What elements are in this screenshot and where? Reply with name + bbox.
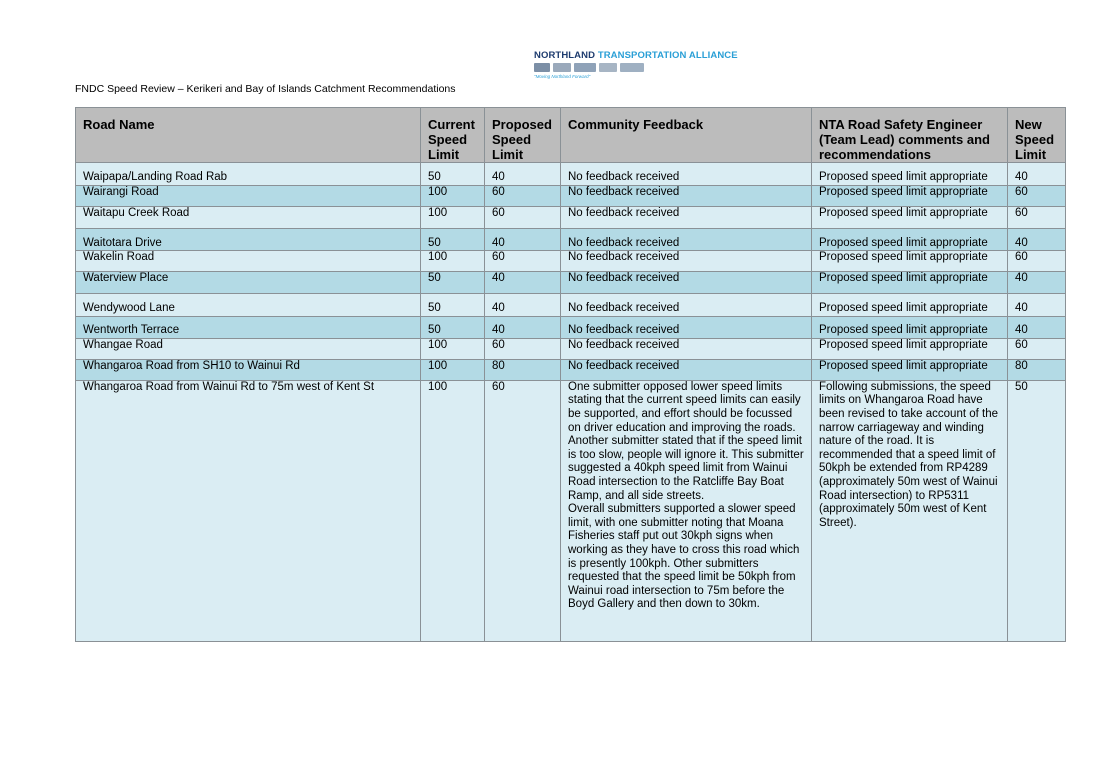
cell-current-speed: 100 [421,206,485,228]
cell-community-feedback: No feedback received [561,316,812,338]
table-row [76,294,1066,317]
table-row [76,206,1066,228]
header-proposed-speed: Proposed Speed Limit [485,108,561,163]
cell-new-speed: 60 [1008,338,1066,359]
cell-current-speed: 50 [421,316,485,338]
cell-nta-comments: Proposed speed limit appropriate [812,294,1008,317]
cell-proposed-speed: 60 [485,185,561,206]
cell-community-feedback: No feedback received [561,163,812,186]
cell-nta-comments: Proposed speed limit appropriate [812,163,1008,186]
cell-current-speed: 50 [421,228,485,251]
table-row [76,338,1066,359]
cell-community-feedback: No feedback received [561,251,812,272]
table-row [76,359,1066,380]
cell-new-speed: 60 [1008,206,1066,228]
cell-nta-comments: Proposed speed limit appropriate [812,316,1008,338]
cell-proposed-speed: 40 [485,316,561,338]
cell-road-name: Wakelin Road [76,251,421,272]
cell-proposed-speed: 80 [485,359,561,380]
kdc-logo-icon [553,63,571,72]
cell-community-feedback: No feedback received [561,338,812,359]
cell-proposed-speed: 40 [485,272,561,294]
cell-current-speed: 100 [421,338,485,359]
cell-community-feedback: No feedback received [561,272,812,294]
cell-community-feedback: No feedback received [561,294,812,317]
cell-proposed-speed: 40 [485,294,561,317]
cell-proposed-speed: 60 [485,206,561,228]
cell-new-speed: 40 [1008,228,1066,251]
cell-current-speed: 100 [421,185,485,206]
table-row [76,380,1066,641]
cell-nta-comments: Proposed speed limit appropriate [812,338,1008,359]
cell-proposed-speed: 40 [485,228,561,251]
cell-road-name: Wentworth Terrace [76,316,421,338]
cell-road-name: Whangae Road [76,338,421,359]
fndc-logo-icon [534,63,550,72]
cell-nta-comments: Proposed speed limit appropriate [812,206,1008,228]
speed-review-table [75,107,1066,642]
cell-nta-comments: Proposed speed limit appropriate [812,359,1008,380]
cell-road-name: Whangaroa Road from SH10 to Wainui Rd [76,359,421,380]
waka-kotahi-logo-icon [620,63,644,72]
cell-community-feedback: No feedback received [561,228,812,251]
cell-road-name: Waitotara Drive [76,228,421,251]
cell-nta-comments: Proposed speed limit appropriate [812,272,1008,294]
cell-community-feedback: No feedback received [561,359,812,380]
cell-new-speed: 80 [1008,359,1066,380]
cell-current-speed: 100 [421,251,485,272]
cell-nta-comments: Following submissions, the speed limits on Whangaroa Road have been revised to take account of the narrow carriageway and winding nature of the road. It is recommended that a speed limit of 50kph be extended from RP4289 (approximately 50m west of Wainui Road intersection) to RP5311 (approximately 50m west of Kent Street). [812,380,1008,641]
table-row [76,163,1066,186]
cell-current-speed: 50 [421,272,485,294]
table-row [76,251,1066,272]
cell-current-speed: 50 [421,163,485,186]
cell-current-speed: 50 [421,294,485,317]
header-new-speed: New Speed Limit [1008,108,1066,163]
table-row [76,272,1066,294]
whangarei-logo-icon [574,63,596,72]
nta-logo [534,50,738,79]
cell-new-speed: 60 [1008,251,1066,272]
cell-new-speed: 40 [1008,316,1066,338]
cell-new-speed: 40 [1008,163,1066,186]
cell-new-speed: 40 [1008,294,1066,317]
logo-tagline: "Moving Northland Forward" [534,74,591,79]
cell-nta-comments: Proposed speed limit appropriate [812,228,1008,251]
header-road-name: Road Name [76,108,421,163]
cell-road-name: Waipapa/Landing Road Rab [76,163,421,186]
cell-road-name: Wendywood Lane [76,294,421,317]
logo-title-northland: NORTHLAND [534,50,596,61]
cell-nta-comments: Proposed speed limit appropriate [812,251,1008,272]
cell-new-speed: 40 [1008,272,1066,294]
cell-road-name: Whangaroa Road from Wainui Rd to 75m west of Kent St [76,380,421,641]
cell-proposed-speed: 60 [485,251,561,272]
partner-logos [534,63,702,72]
header-nta-comments: NTA Road Safety Engineer (Team Lead) comments and recommendations [812,108,1008,163]
logo-title-alliance: TRANSPORTATION ALLIANCE [597,50,738,61]
logo-title [534,50,738,61]
cell-proposed-speed: 40 [485,163,561,186]
document-title: FNDC Speed Review – Kerikeri and Bay of Islands Catchment Recommendations [75,83,456,95]
cell-proposed-speed: 60 [485,338,561,359]
cell-new-speed: 50 [1008,380,1066,641]
cell-community-feedback: One submitter opposed lower speed limits stating that the current speed limits can easily be supported, and effort should be focussed on driver education and improving the roads. Another submitter stated that if the speed limit is too slow, people will ignore it. This submitter suggested a 40kph speed limit from Wainui Road intersection to the Ratcliffe Bay Boat Ramp, and all side streets. Overall submitters supported a slower speed limit, with one submitter noting that Moana Fisheries staff put out 30kph signs when working as they have to cross this road which is presently 100kph. Other submitters requested that the speed limit be 50kph from Wainui road intersection to 75m before the Boyd Gallery and then down to 30km. [561,380,812,641]
cell-proposed-speed: 60 [485,380,561,641]
cell-new-speed: 60 [1008,185,1066,206]
cell-community-feedback: No feedback received [561,206,812,228]
table-header-row [76,108,1066,163]
cell-road-name: Waitapu Creek Road [76,206,421,228]
cell-community-feedback: No feedback received [561,185,812,206]
northland-council-logo-icon [599,63,617,72]
cell-nta-comments: Proposed speed limit appropriate [812,185,1008,206]
cell-current-speed: 100 [421,380,485,641]
table-row [76,228,1066,251]
header-current-speed: Current Speed Limit [421,108,485,163]
table-row [76,185,1066,206]
cell-road-name: Waterview Place [76,272,421,294]
cell-current-speed: 100 [421,359,485,380]
header-community-feedback: Community Feedback [561,108,812,163]
cell-road-name: Wairangi Road [76,185,421,206]
table-row [76,316,1066,338]
